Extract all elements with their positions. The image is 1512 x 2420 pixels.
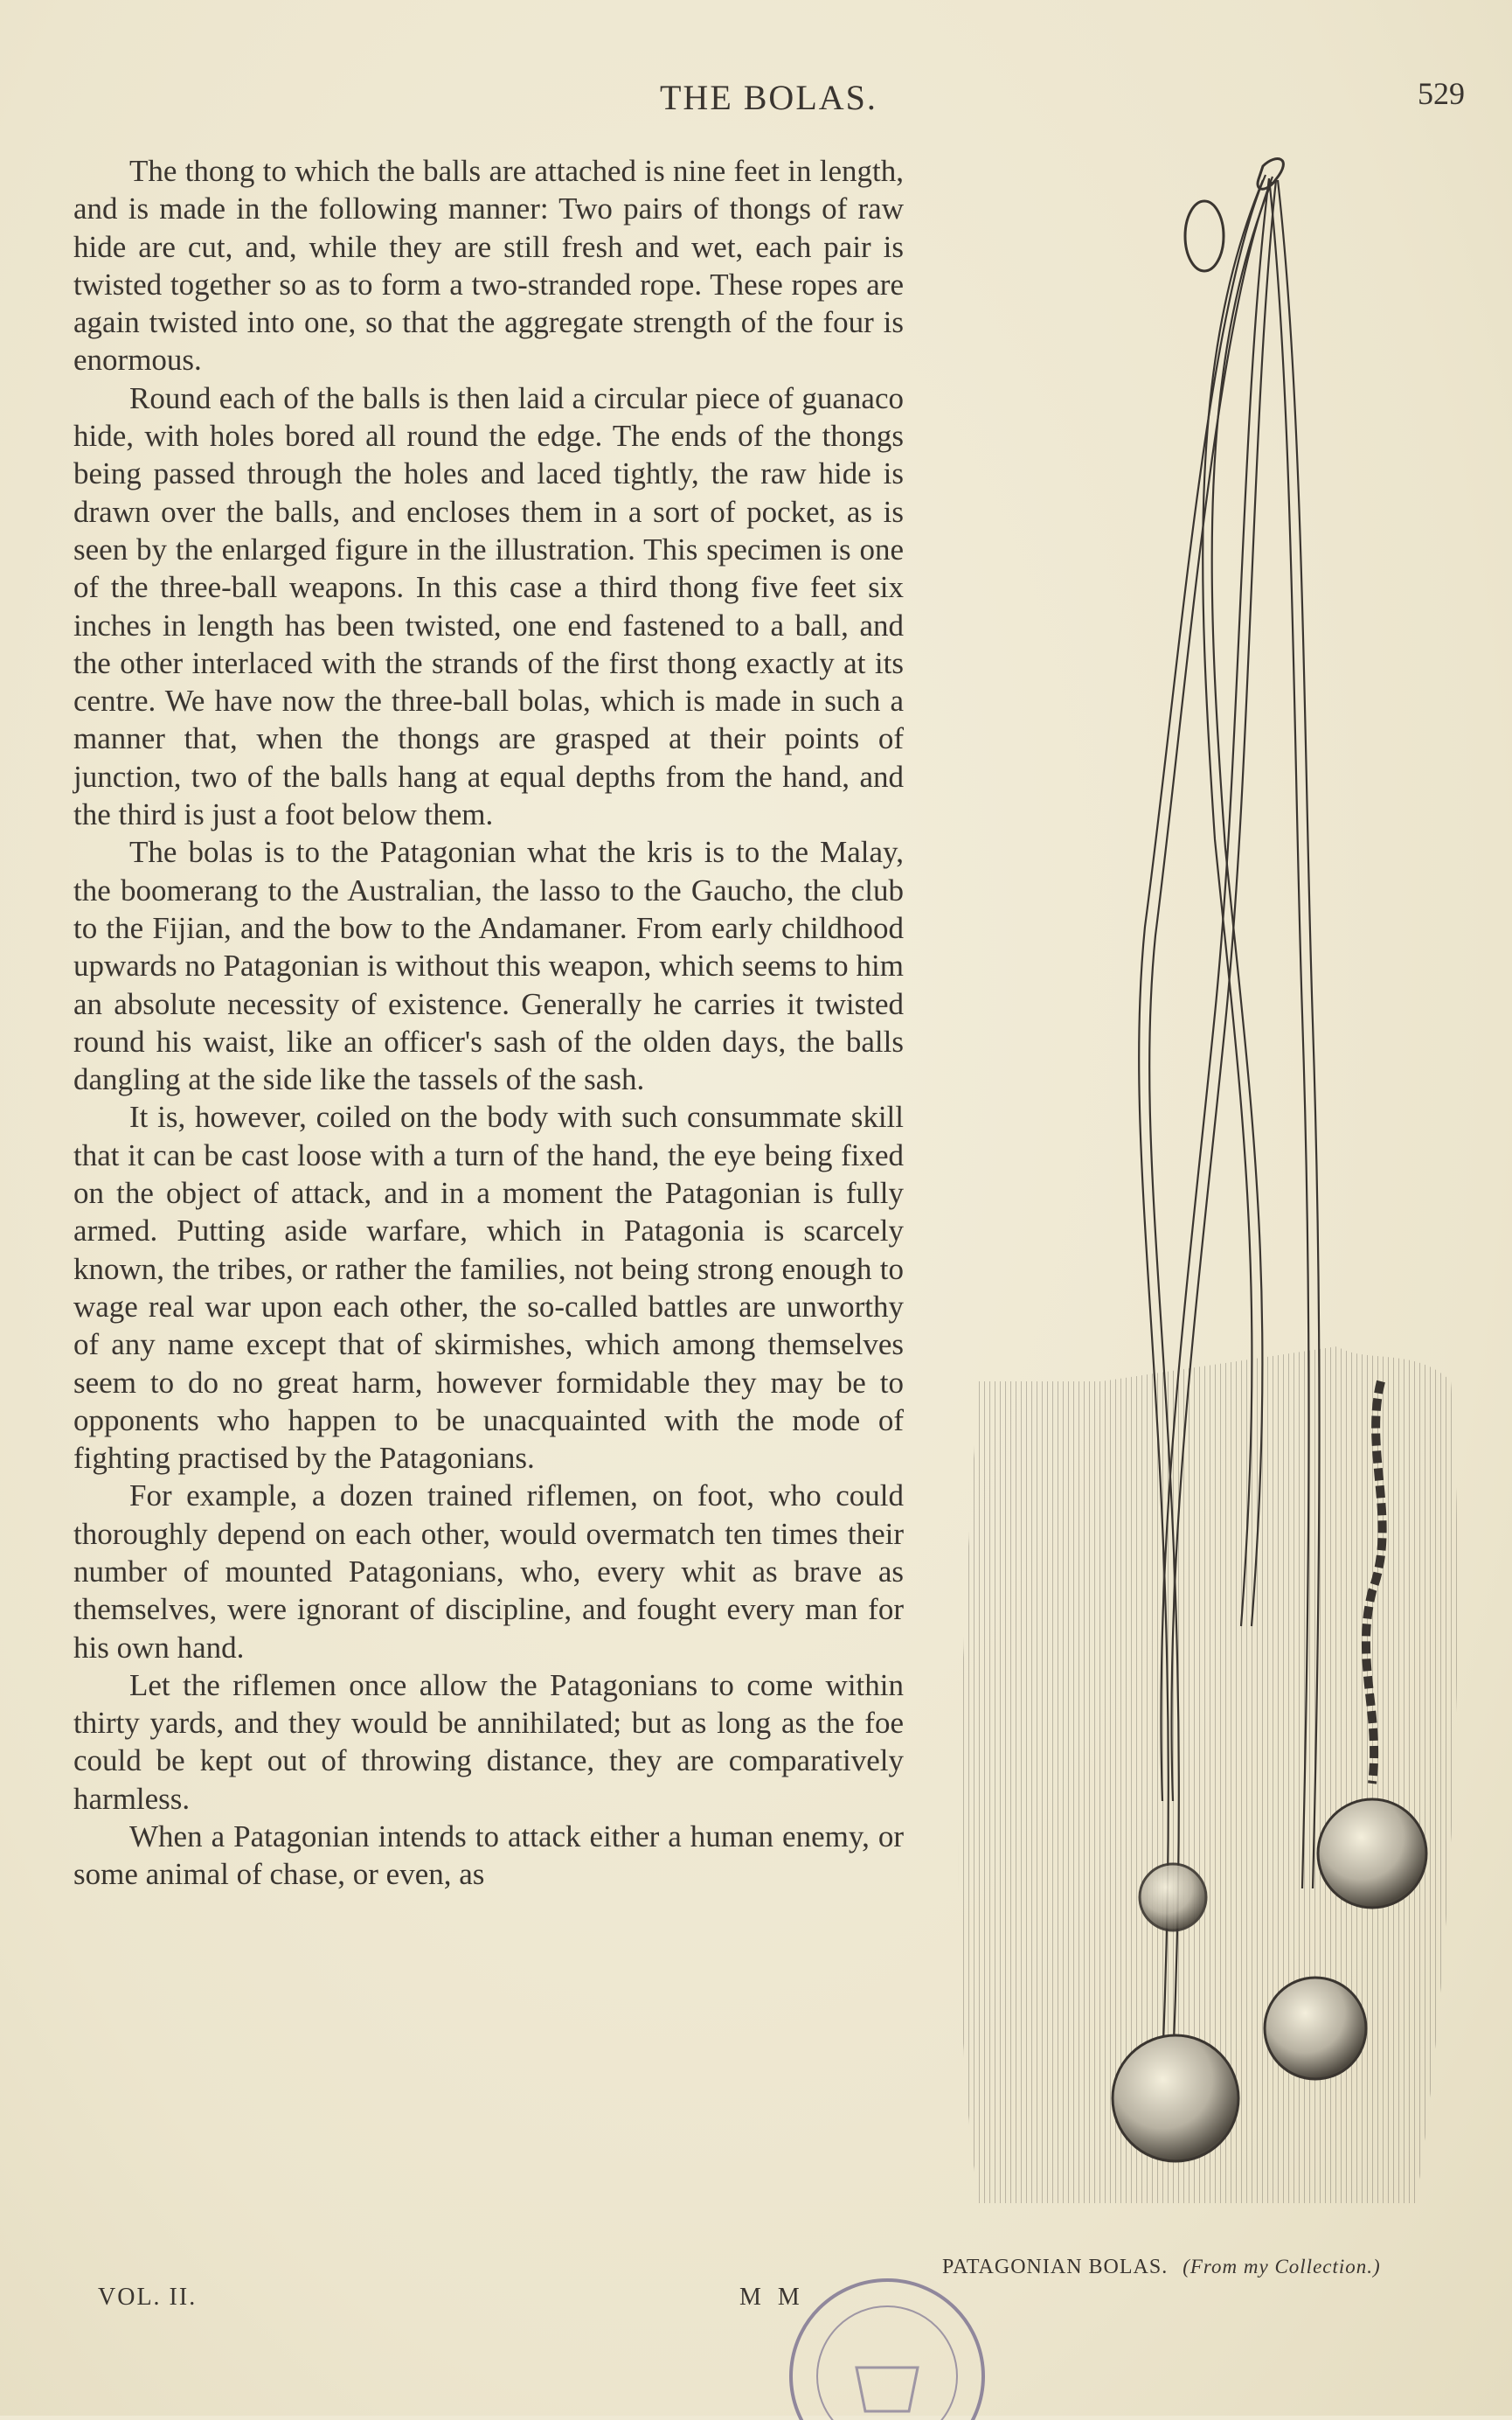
paragraph-2: Round each of the balls is then laid a circular piece of guanaco hide, with holes bored all round the edge. The ends of the thongs being passed through the holes and laced tightly, the raw hide is drawn over the balls, and encloses them in a sort of pocket, as is seen by the enlarged figure in the illustration. This specimen is one of the three-ball weapons. In this case a third thong five feet six inches in length has been twisted, one end fastened to a ball, and the other interlaced with the strands of the first thong exactly at its centre. We have now the three-ball bolas, which is made in such a manner that, when the thongs are grasped at their points of junction, two of the balls hang at equal depths from the hand, and the third is just a foot below them. bbox=[73, 380, 904, 832]
paragraph-6: Let the riflemen once allow the Patagonians to come within thirty yards, and they would be annihilated; but as long as the foe could be kept out of throwing distance, they are comparatively harmless. bbox=[73, 1667, 904, 1816]
page-number: 529 bbox=[1418, 76, 1465, 111]
signature-mark: M M bbox=[739, 2284, 805, 2311]
museum-stamp bbox=[769, 2271, 1005, 2420]
bolas-illustration bbox=[926, 140, 1486, 2273]
volume-mark: VOL. II. bbox=[98, 2284, 198, 2311]
caption-title: PATAGONIAN BOLAS. bbox=[942, 2256, 1169, 2278]
paragraph-1: The thong to which the balls are attached is nine feet in length, and is made in the following manner: Two pairs of thongs of raw hide are cut, and, while they are still fresh and wet, each pair is twisted together so as to form a two-stranded rope. These ropes are again twisted into one, so that the aggregate strength of the four is enormous. bbox=[73, 154, 904, 378]
body-text bbox=[73, 152, 904, 1894]
running-head: THE BOLAS. bbox=[660, 78, 877, 117]
caption-note: (From my Collection.) bbox=[1183, 2256, 1381, 2277]
bolas-ball bbox=[1140, 1864, 1206, 1930]
bolas-ball bbox=[1113, 2035, 1238, 2161]
paragraph-4: It is, however, coiled on the body with such consummate skill that it can be cast loose with a turn of the hand, the eye being fixed on the object of attack, and in a moment the Patagonian is fully armed. Putting aside warfare, which in Patagonia is scarcely known, the tribes, or rather the families, not being strong enough to wage real war upon each other, the so-called battles are unworthy of any name except that of skirmishes, which among themselves seem to do no great harm, however formidable they may be to opponents who happen to be unacquainted with the mode of fighting practised by the Patagonians. bbox=[73, 1100, 904, 1476]
paragraph-3: The bolas is to the Patagonian what the kris is to the Malay, the boomerang to the Australian, the lasso to the Gaucho, the club to the Fijian, and the bow to the Andamaner. From early childhood upwards no Patagonian is without this weapon, which seems to him an absolute necessity of existence. Generally he carries it twisted round his waist, like an officer's sash of the olden days, the balls dangling at the side like the tassels of the sash. bbox=[73, 835, 904, 1097]
bolas-ball bbox=[1265, 1978, 1366, 2079]
paragraph-5: For example, a dozen trained riflemen, on foot, who could thoroughly depend on each other, would overmatch ten times their number of mounted Patagonians, who, every whit as brave as themselves, were ignorant of discipline, and fought every man for his own hand. bbox=[73, 1478, 904, 1665]
bolas-ball bbox=[1318, 1799, 1426, 1908]
paragraph-7: When a Patagonian intends to attack either a human enemy, or some animal of chase, or even, as bbox=[73, 1819, 904, 1892]
figure-caption bbox=[942, 2256, 1381, 2279]
